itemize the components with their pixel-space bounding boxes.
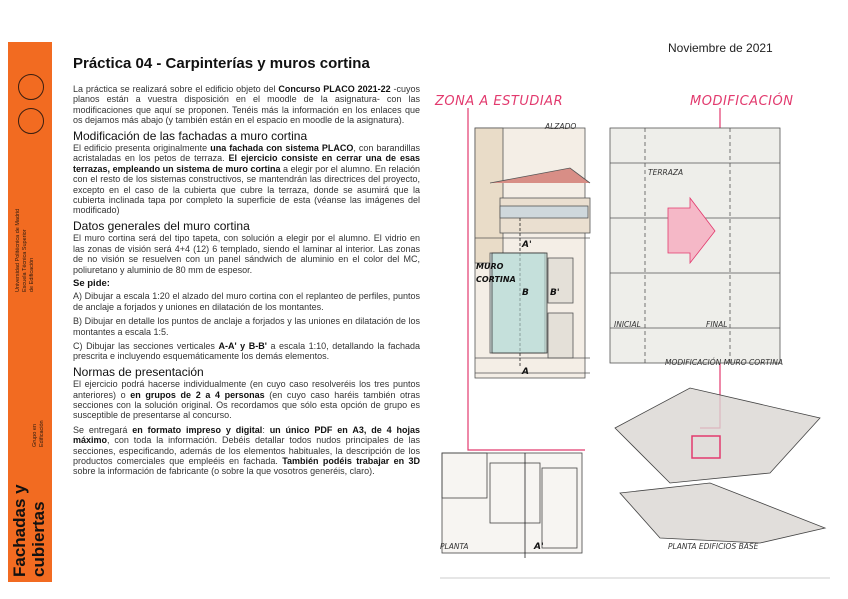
- presentation-text-2c: :: [262, 424, 270, 435]
- presentation-text-1c: (en cuyo caso haréis también otras secciones con la solución original. Os recordamos que sólo esta opción de grupo es susceptible de presentarse al concurso.: [73, 389, 421, 421]
- requirement-c-text-1: C) Dibujar las secciones verticales: [73, 340, 219, 351]
- general-data-paragraph: El muro cortina será del tipo tapeta, con solución a elegir por el alumno. El vidrio en las zonas de visión será 4+4 (12) 6 templado, siendo el laminar al interior. Las zonas de no visión se resuelven con un panel sándwich de aluminio en el color del MC, poliuretano y aluminio de 80 mm de espesor.: [73, 233, 420, 275]
- section-heading-facades: Modificación de las fachadas a muro cortina: [73, 128, 308, 143]
- site-plan-sketch: [615, 388, 825, 543]
- requirement-a: A) Dibujar a escala 1:20 el alzado del muro cortina con el replanteo de perfiles, puntos de anclaje a forjados y uniones en dilatación de los montantes.: [73, 291, 420, 312]
- requirement-c: [73, 341, 420, 362]
- section-heading-general-data: Datos generales del muro cortina: [73, 218, 250, 233]
- final-label: FINAL: [706, 320, 728, 329]
- presentation-paragraph-1: [73, 379, 420, 421]
- modificacion-label: MODIFICACIÓN: [690, 94, 794, 109]
- intro-text-2: -cuyos planos están a vuestra disposición en el moodle de la asignatura- con las modificaciones que aquí se proponen. Tenéis más la información en los enlaces que os dejamos más abajo (y también están en el espacio en moodle de la asignatura).: [73, 84, 420, 126]
- requirement-c-text-2: a escala 1:10, detallando la fachada prescrita e incluyendo esquemáticamente los demás elementos.: [73, 340, 420, 362]
- presentation-bold-1b: en grupos de 2 a 4 personas: [130, 389, 265, 400]
- presentation-bold-2f: También podéis trabajar en 3D: [282, 456, 420, 466]
- page-title: Práctica 04 - Carpinterías y muros cortina: [73, 55, 370, 72]
- alzado-label: ALZADO: [545, 122, 577, 131]
- presentation-paragraph-2: [73, 425, 420, 477]
- intro-bold-1: Concurso PLACO 2021-22: [278, 84, 391, 94]
- presentation-text-2a: Se entregará: [73, 424, 133, 435]
- university-name: Universidad Politécnica de Madrid: [15, 208, 21, 292]
- inicial-label: INICIAL: [614, 320, 641, 329]
- planta-label: PLANTA: [440, 542, 469, 551]
- school-line1: Escuela Técnica Superior: [22, 229, 28, 292]
- facades-paragraph: [73, 143, 420, 216]
- presentation-text-2e: , con toda la información. Debéis detallar todos nudos principales de las secciones, especificando, además de los elementos habituales, la descripción de los productos comerciales que empleéis en fachada.: [73, 435, 420, 466]
- facades-text-2: , con barandillas acristaladas en los petos de terraza.: [73, 143, 420, 164]
- presentation-bold-2b: en formato impreso y digital: [132, 424, 263, 435]
- requirements-subheading: Se pide:: [73, 277, 110, 289]
- school-seal-icon: [18, 108, 44, 134]
- facades-text-3: a elegir por el alumno. En relación con el resto de los sistemas constructivos, se mantendrán las directrices del proyecto, excepto en el caso de la cubierta que cubre la terraza, donde se asumirá que la cubierta inclinada tapa por completo la superficie de esta (véanse las imágenes del modificado): [73, 163, 421, 216]
- requirement-b: B) Dibujar en detalle los puntos de anclaje a forjados y las uniones en dilatación de los montantes a escala 1:5.: [73, 316, 420, 337]
- document-date: Noviembre de 2021: [668, 41, 773, 55]
- sidebar-band: [8, 42, 52, 582]
- section-b-label: B: [522, 288, 529, 298]
- facades-bold-2: El ejercicio consiste en cerrar una de esas terrazas, empleando un sistema de muro cortina: [73, 153, 420, 174]
- section-heading-presentation: Normas de presentación: [73, 364, 204, 379]
- section-a-prime-bottom: A': [534, 542, 544, 552]
- intro-paragraph: [73, 84, 420, 126]
- group-line1: Grupo en: [32, 424, 38, 447]
- presentation-text-1a: El ejercicio podrá hacerse individualmente (en cuyo caso resolveréis los tres puntos anteriores) o: [73, 379, 420, 400]
- muro-label: MURO: [476, 262, 504, 271]
- presentation-text-2g: sobre la información de fabricante (o sobre la que vosotros generéis, claro).: [73, 466, 375, 477]
- section-b-prime-label: B': [550, 288, 560, 298]
- architectural-sketch: [430, 88, 838, 583]
- course-name-line2: cubiertas: [29, 501, 48, 577]
- course-name-line1: Fachadas y: [10, 484, 29, 577]
- facades-bold-1: una fachada con sistema PLACO: [210, 143, 354, 154]
- modificacion-muro-cortina-label: MODIFICACIÓN MURO CORTINA: [665, 358, 783, 367]
- zona-estudiar-label: ZONA A ESTUDIAR: [435, 94, 564, 109]
- planta-edificios-base-label: PLANTA EDIFICIOS BASE: [668, 542, 759, 551]
- section-a-prime-top: A': [522, 240, 532, 250]
- school-line2: de Edificación: [29, 257, 35, 292]
- presentation-bold-2d: un único PDF en A3, de 4 hojas máximo: [73, 424, 420, 446]
- group-line2: Edificación: [39, 420, 45, 447]
- intro-text-1: La práctica se realizará sobre el edificio objeto del: [73, 84, 279, 94]
- section-a-bottom: A: [522, 367, 529, 377]
- terraza-label: TERRAZA: [648, 168, 684, 177]
- upm-logo-icon: [18, 74, 44, 100]
- cortina-label: CORTINA: [476, 275, 516, 284]
- text-column: [73, 84, 420, 481]
- facades-text-1: El edificio presenta originalmente: [73, 143, 211, 154]
- requirement-c-bold: A-A' y B-B': [218, 340, 267, 351]
